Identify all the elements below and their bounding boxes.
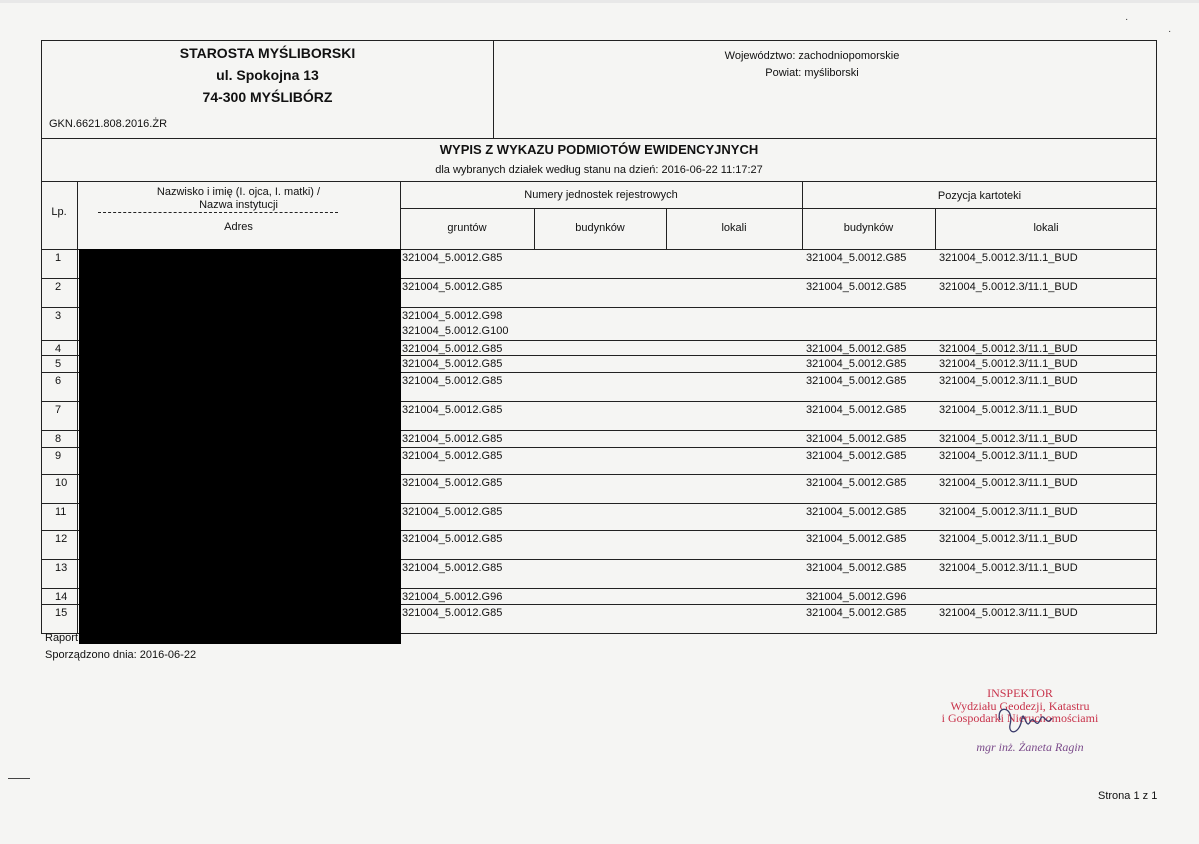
row-number: 12 bbox=[55, 533, 68, 545]
county-label: Powiat: myśliborski bbox=[765, 67, 859, 79]
page-top-edge bbox=[0, 0, 1199, 3]
col-header-card: Pozycja kartoteki bbox=[937, 190, 1022, 202]
row-number: 9 bbox=[55, 450, 62, 462]
stamp-line-2: i Gospodarki Nieruchomościami bbox=[941, 711, 1099, 725]
document-number: GKN.6621.808.2016.ŻR bbox=[49, 118, 168, 130]
row-number: 11 bbox=[55, 506, 67, 518]
card-building-number: 321004_5.0012.G85 bbox=[806, 375, 907, 387]
row-number: 13 bbox=[55, 562, 68, 574]
document-title: WYPIS Z WYKAZU PODMIOTÓW EWIDENCYJNYCH bbox=[439, 142, 759, 157]
card-building-number: 321004_5.0012.G85 bbox=[806, 533, 907, 545]
registry-land-number: 321004_5.0012.G85 bbox=[402, 281, 503, 293]
row-number: 15 bbox=[55, 607, 68, 619]
registry-land-number: 321004_5.0012.G85 bbox=[402, 506, 503, 518]
col-header-institution: Nazwa instytucji bbox=[199, 199, 278, 211]
registry-land-number: 321004_5.0012.G85 bbox=[402, 358, 503, 370]
card-building-number: 321004_5.0012.G85 bbox=[806, 477, 907, 489]
col-header-name: Nazwisko i imię (I. ojca, I. matki) / bbox=[156, 186, 321, 198]
stamp-title: INSPEKTOR bbox=[987, 686, 1053, 700]
office-name: STAROSTA MYŚLIBORSKI bbox=[179, 45, 356, 61]
col-header-registry: Numery jednostek rejestrowych bbox=[524, 189, 678, 201]
col-header-registry-land: gruntów bbox=[447, 222, 487, 234]
col-header-card-premises: lokali bbox=[1033, 222, 1059, 234]
scan-speck: · bbox=[1168, 26, 1172, 37]
card-premises-number: 321004_5.0012.3/11.1_BUD bbox=[939, 281, 1078, 293]
registry-land-number: 321004_5.0012.G85 bbox=[402, 404, 503, 416]
card-building-number: 321004_5.0012.G85 bbox=[806, 433, 907, 445]
card-premises-number: 321004_5.0012.3/11.1_BUD bbox=[939, 375, 1078, 387]
col-header-card-buildings: budynków bbox=[843, 222, 894, 234]
registry-land-number: 321004_5.0012.G85 bbox=[402, 450, 503, 462]
office-city: 74-300 MYŚLIBÓRZ bbox=[202, 89, 333, 105]
card-building-number: 321004_5.0012.G85 bbox=[806, 252, 907, 264]
registry-land-number: 321004_5.0012.G85 bbox=[402, 433, 503, 445]
redaction-block bbox=[79, 249, 401, 644]
page-number: Strona 1 z 1 bbox=[1098, 790, 1158, 802]
office-header bbox=[41, 40, 494, 139]
col-header-address: Adres bbox=[224, 221, 253, 233]
report-label: Raport bbox=[45, 632, 79, 644]
card-building-number: 321004_5.0012.G96 bbox=[806, 591, 907, 603]
row-number: 3 bbox=[55, 310, 62, 322]
title-divider bbox=[41, 181, 1157, 182]
scan-mark-line bbox=[8, 778, 30, 779]
stamp-name: mgr inż. Żaneta Ragin bbox=[976, 740, 1084, 754]
card-building-number: 321004_5.0012.G85 bbox=[806, 506, 907, 518]
row-number: 6 bbox=[55, 375, 62, 387]
row-number: 4 bbox=[55, 343, 62, 355]
registry-land-number: 321004_5.0012.G85 bbox=[402, 375, 503, 387]
row-number: 7 bbox=[55, 404, 62, 416]
card-premises-number: 321004_5.0012.3/11.1_BUD bbox=[939, 404, 1078, 416]
card-premises-number: 321004_5.0012.3/11.1_BUD bbox=[939, 450, 1078, 462]
registry-land-number: 321004_5.0012.G85 bbox=[402, 562, 503, 574]
registry-land-number: 321004_5.0012.G85 bbox=[402, 477, 503, 489]
header-dashed-separator bbox=[98, 212, 338, 213]
row-number: 2 bbox=[55, 281, 62, 293]
card-building-number: 321004_5.0012.G85 bbox=[806, 450, 907, 462]
registry-land-number: 321004_5.0012.G96 bbox=[402, 591, 503, 603]
registry-land-number: 321004_5.0012.G98 bbox=[402, 310, 503, 322]
card-building-number: 321004_5.0012.G85 bbox=[806, 607, 907, 619]
col-header-lp: Lp. bbox=[51, 206, 67, 218]
office-street: ul. Spokojna 13 bbox=[216, 67, 319, 83]
registry-land-number-2: 321004_5.0012.G100 bbox=[402, 325, 509, 337]
card-premises-number: 321004_5.0012.3/11.1_BUD bbox=[939, 562, 1078, 574]
registry-land-number: 321004_5.0012.G85 bbox=[402, 533, 503, 545]
card-building-number: 321004_5.0012.G85 bbox=[806, 281, 907, 293]
col-header-registry-buildings: budynków bbox=[575, 222, 625, 234]
row-number: 14 bbox=[55, 591, 68, 603]
card-premises-number: 321004_5.0012.3/11.1_BUD bbox=[939, 477, 1078, 489]
document-subtitle: dla wybranych działek według stanu na dzień: 2016-06-22 11:17:27 bbox=[435, 164, 763, 176]
registry-land-number: 321004_5.0012.G85 bbox=[402, 343, 503, 355]
card-premises-number: 321004_5.0012.3/11.1_BUD bbox=[939, 607, 1078, 619]
card-premises-number: 321004_5.0012.3/11.1_BUD bbox=[939, 343, 1078, 355]
card-premises-number: 321004_5.0012.3/11.1_BUD bbox=[939, 433, 1078, 445]
prepared-date: Sporządzono dnia: 2016-06-22 bbox=[45, 649, 197, 661]
card-building-number: 321004_5.0012.G85 bbox=[806, 343, 907, 355]
stamp-line-1: Wydziału Geodezji, Katastru bbox=[950, 699, 1090, 713]
col-header-registry-premises: lokali bbox=[721, 222, 747, 234]
card-premises-number: 321004_5.0012.3/11.1_BUD bbox=[939, 252, 1078, 264]
card-premises-number: 321004_5.0012.3/11.1_BUD bbox=[939, 506, 1078, 518]
card-premises-number: 321004_5.0012.3/11.1_BUD bbox=[939, 533, 1078, 545]
card-building-number: 321004_5.0012.G85 bbox=[806, 562, 907, 574]
card-building-number: 321004_5.0012.G85 bbox=[806, 358, 907, 370]
row-number: 8 bbox=[55, 433, 62, 445]
row-number: 10 bbox=[55, 477, 68, 489]
card-building-number: 321004_5.0012.G85 bbox=[806, 404, 907, 416]
card-premises-number: 321004_5.0012.3/11.1_BUD bbox=[939, 358, 1078, 370]
signature-scribble bbox=[960, 700, 1080, 740]
row-number: 5 bbox=[55, 358, 62, 370]
voivodeship-label: Województwo: zachodniopomorskie bbox=[724, 50, 900, 62]
header-subrow-line bbox=[400, 208, 1157, 209]
registry-land-number: 321004_5.0012.G85 bbox=[402, 252, 503, 264]
scan-speck: · bbox=[1125, 14, 1129, 25]
header-divider bbox=[41, 138, 1157, 139]
row-number: 1 bbox=[55, 252, 62, 264]
registry-land-number: 321004_5.0012.G85 bbox=[402, 607, 503, 619]
